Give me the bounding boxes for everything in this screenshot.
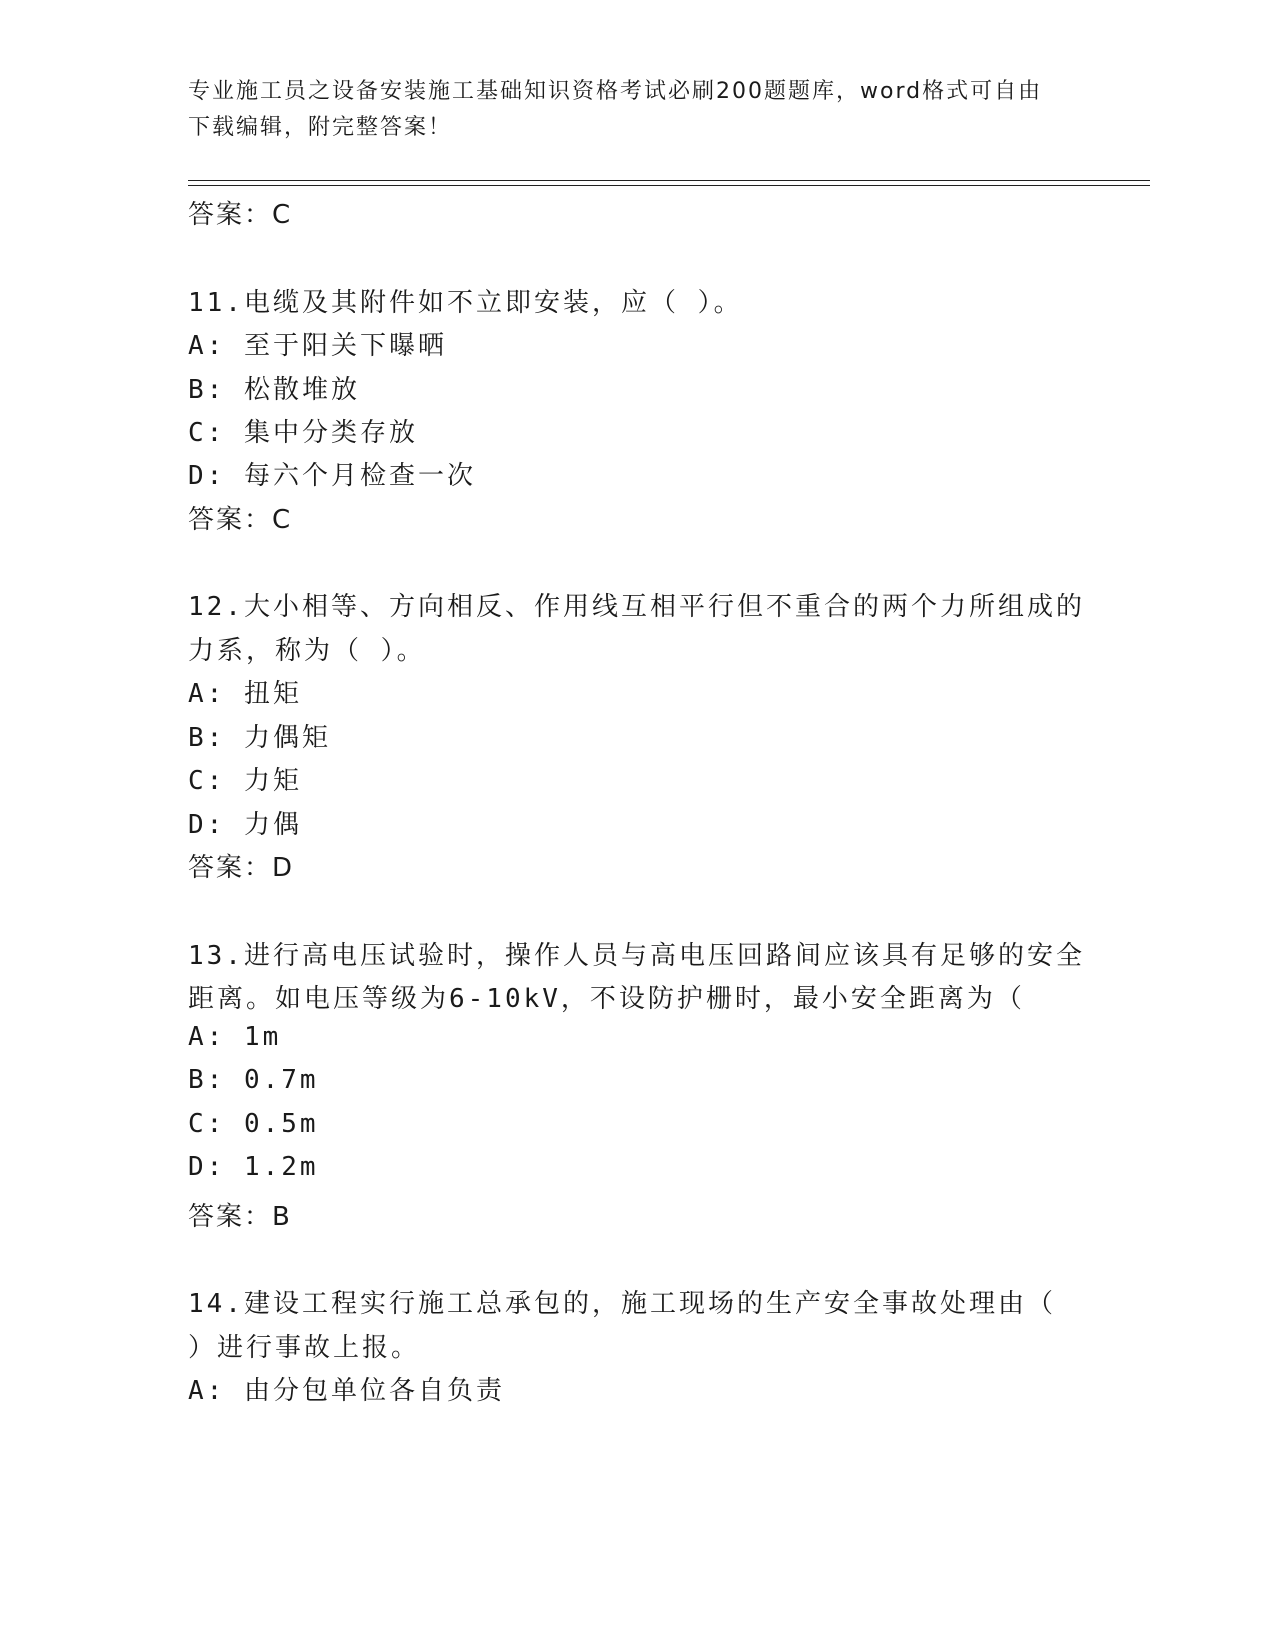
question-13-answer: 答案：B [188, 1202, 292, 1232]
question-14-stem-line-1: 14.建设工程实行施工总承包的，施工现场的生产安全事故处理由（ [188, 1289, 1056, 1319]
question-13-stem-line-1: 13.进行高电压试验时，操作人员与高电压回路间应该具有足够的安全 [188, 941, 1085, 971]
question-13-option-a: A: 1m [188, 1022, 282, 1052]
question-13-option-d: D: 1.2m [188, 1152, 319, 1182]
question-12-option-b: B: 力偶矩 [188, 723, 331, 753]
question-11-option-c: C: 集中分类存放 [188, 418, 418, 448]
document-header [188, 74, 1088, 146]
header-rule-bottom [188, 185, 1150, 186]
question-14-option-a: A: 由分包单位各自负责 [188, 1376, 505, 1406]
question-12-option-a: A: 扭矩 [188, 679, 302, 709]
question-13-option-c: C: 0.5m [188, 1109, 319, 1139]
question-11-answer: 答案：C [188, 505, 293, 535]
question-11-option-a: A: 至于阳关下曝晒 [188, 331, 447, 361]
question-12-option-d: D: 力偶 [188, 810, 302, 840]
question-12-option-c: C: 力矩 [188, 766, 302, 796]
question-14-stem-line-2: ）进行事故上报。 [188, 1333, 421, 1363]
answer-previous: 答案：C [188, 200, 293, 230]
header-rule-top [188, 180, 1150, 181]
header-line-2: 下载编辑，附完整答案！ [188, 115, 453, 140]
question-13-stem-line-2: 距离。如电压等级为6-10kV，不设防护栅时，最小安全距离为（ [188, 984, 1025, 1014]
question-11-option-b: B: 松散堆放 [188, 375, 360, 405]
question-13-option-b: B: 0.7m [188, 1065, 319, 1095]
header-line-1: 专业施工员之设备安装施工基础知识资格考试必刷200题题库，word格式可自由 [188, 79, 1043, 104]
question-12-stem-line-2: 力系，称为（ ）。 [188, 636, 426, 666]
question-12-answer: 答案：D [188, 853, 295, 883]
question-11-option-d: D: 每六个月检查一次 [188, 461, 476, 491]
question-11-stem: 11.电缆及其附件如不立即安装，应（ ）。 [188, 288, 743, 318]
question-12-stem-line-1: 12.大小相等、方向相反、作用线互相平行但不重合的两个力所组成的 [188, 592, 1085, 622]
